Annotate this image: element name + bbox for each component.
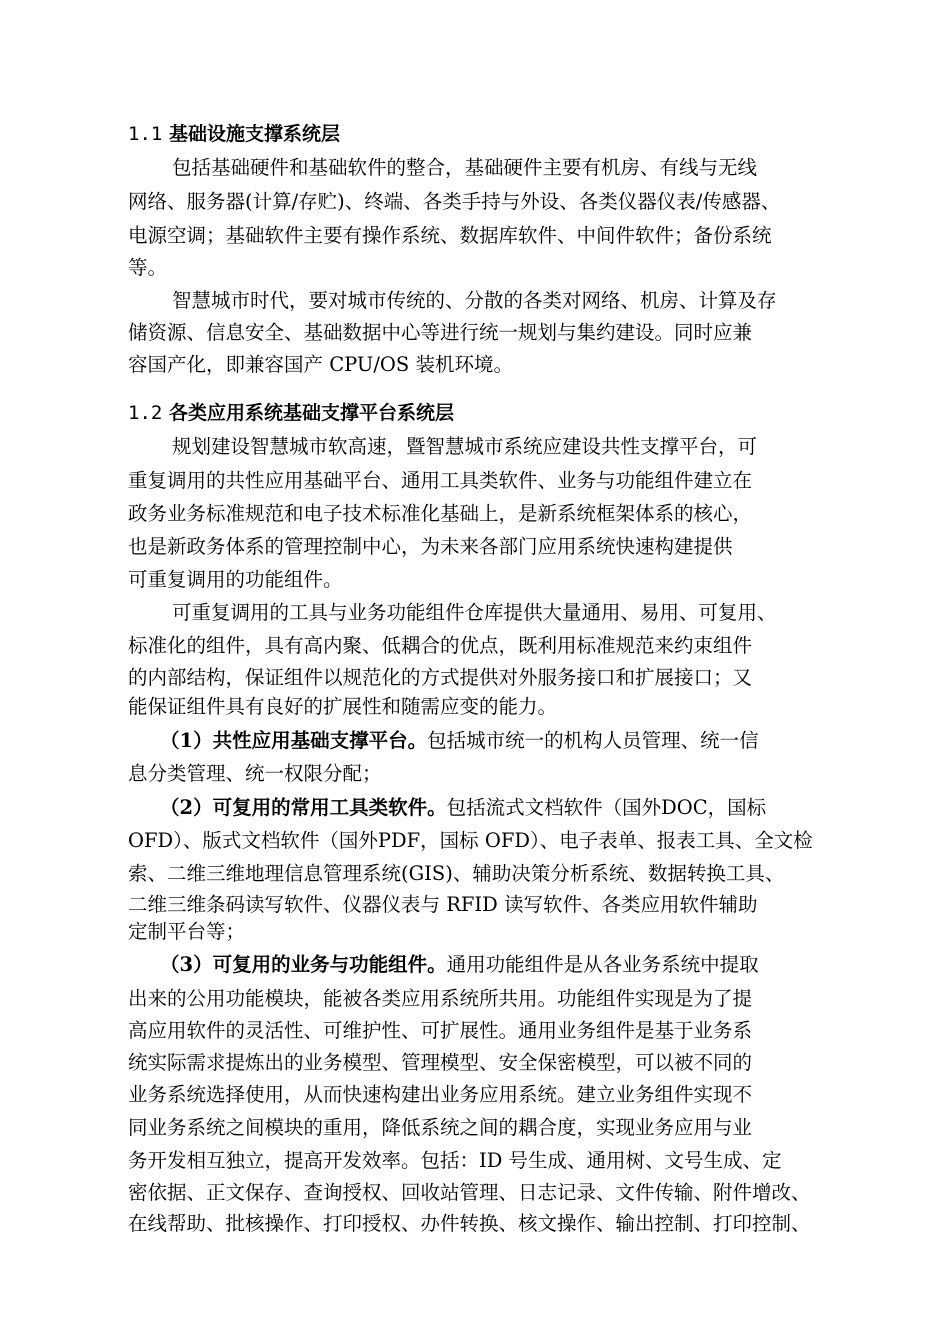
paragraph-line: 标准化的组件，具有高内聚、低耦合的优点，既利用标准规范来约束组件 (128, 634, 753, 657)
list-item-label: （1）共性应用基础支撑平台。 (160, 729, 428, 752)
paragraph-line: 网络、服务器(计算/存贮)、终端、各类手持与外设、各类仪器仪表/传感器、 (128, 190, 781, 213)
paragraph-line: 政务业务标准规范和电子技术标准化基础上，是新系统框架体系的核心， (128, 502, 753, 525)
paragraph-line: 二维三维条码读写软件、仪器仪表与 RFID 读写软件、各类应用软件辅助 (128, 893, 758, 916)
paragraph-line: OFD）、版式文档软件（国外PDF，国标 OFD）、电子表单、报表工具、全文检 (128, 829, 813, 852)
paragraph-line: 统实际需求提炼出的业务模型、管理模型、安全保密模型，可以被不同的 (128, 1051, 753, 1074)
section-number: 1.2 (128, 402, 163, 424)
paragraph-line: 包括基础硬件和基础软件的整合，基础硬件主要有机房、有线与无线 (172, 156, 758, 179)
list-item-text: 包括城市统一的机构人员管理、统一信 (427, 729, 759, 752)
paragraph-line: 在线帮助、批核操作、打印授权、办件转换、核文操作、输出控制、打印控制、 (128, 1212, 811, 1235)
list-item-text: 包括流式文档软件（国外DOC，国标 (446, 796, 767, 819)
paragraph-line: 储资源、信息安全、基础数据中心等进行统一规划与集约建设。同时应兼 (128, 321, 753, 344)
list-item-1 (160, 724, 759, 758)
paragraph-line: 规划建设智慧城市软高速，暨智慧城市系统应建设共性支撑平台，可 (172, 435, 758, 458)
section-heading-1-2 (128, 396, 454, 430)
paragraph-line: 同业务系统之间模块的重用，降低系统之间的耦合度，实现业务应用与业 (128, 1116, 753, 1139)
paragraph-line: 智慧城市时代，要对城市传统的、分散的各类对网络、机房、计算及存 (172, 289, 777, 312)
paragraph-line: 可重复调用的工具与业务功能组件仓库提供大量通用、易用、可复用、 (172, 601, 777, 624)
paragraph-line: 等。 (128, 256, 168, 279)
paragraph-line: 索、二维三维地理信息管理系统(GIS)、辅助决策分析系统、数据转换工具、 (128, 862, 785, 885)
paragraph-line: 务开发相互独立，提高开发效率。包括：ID 号生成、通用树、文号生成、定 (128, 1149, 782, 1172)
paragraph-line: 定制平台等； (128, 920, 246, 943)
paragraph-line: 息分类管理、统一权限分配； (128, 762, 382, 785)
list-item-label: （3）可复用的业务与功能组件。 (160, 953, 447, 976)
list-item-label: （2）可复用的常用工具类软件。 (160, 796, 447, 819)
paragraph-line: 容国产化，即兼容国产 CPU/OS 装机环境。 (128, 353, 513, 376)
paragraph-line: 业务系统选择使用，从而快速构建出业务应用系统。建立业务组件实现不 (128, 1083, 753, 1106)
section-title: 各类应用系统基础支撑平台系统层 (168, 402, 454, 424)
section-heading-1-1 (128, 117, 340, 151)
paragraph-line: 重复调用的共性应用基础平台、通用工具类软件、业务与功能组件建立在 (128, 469, 753, 492)
paragraph-line: 可重复调用的功能组件。 (128, 568, 343, 591)
list-item-text: 通用功能组件是从各业务系统中提取 (446, 953, 759, 976)
paragraph-line: 能保证组件具有良好的扩展性和随需应变的能力。 (128, 695, 558, 718)
paragraph-line: 高应用软件的灵活性、可维护性、可扩展性。通用业务组件是基于业务系 (128, 1019, 753, 1042)
paragraph-line: 电源空调；基础软件主要有操作系统、数据库软件、中间件软件；备份系统 (128, 224, 772, 247)
section-title: 基础设施支撑系统层 (168, 123, 340, 145)
list-item-2 (160, 791, 766, 825)
paragraph-line: 出来的公用功能模块，能被各类应用系统所共用。功能组件实现是为了提 (128, 987, 753, 1010)
list-item-3 (160, 948, 759, 982)
paragraph-line: 的内部结构，保证组件以规范化的方式提供对外服务接口和扩展接口；又 (128, 666, 753, 689)
paragraph-line: 也是新政务体系的管理控制中心，为未来各部门应用系统快速构建提供 (128, 535, 733, 558)
paragraph-line: 密依据、正文保存、查询授权、回收站管理、日志记录、文件传输、附件增改、 (128, 1181, 811, 1204)
section-number: 1.1 (128, 123, 163, 145)
